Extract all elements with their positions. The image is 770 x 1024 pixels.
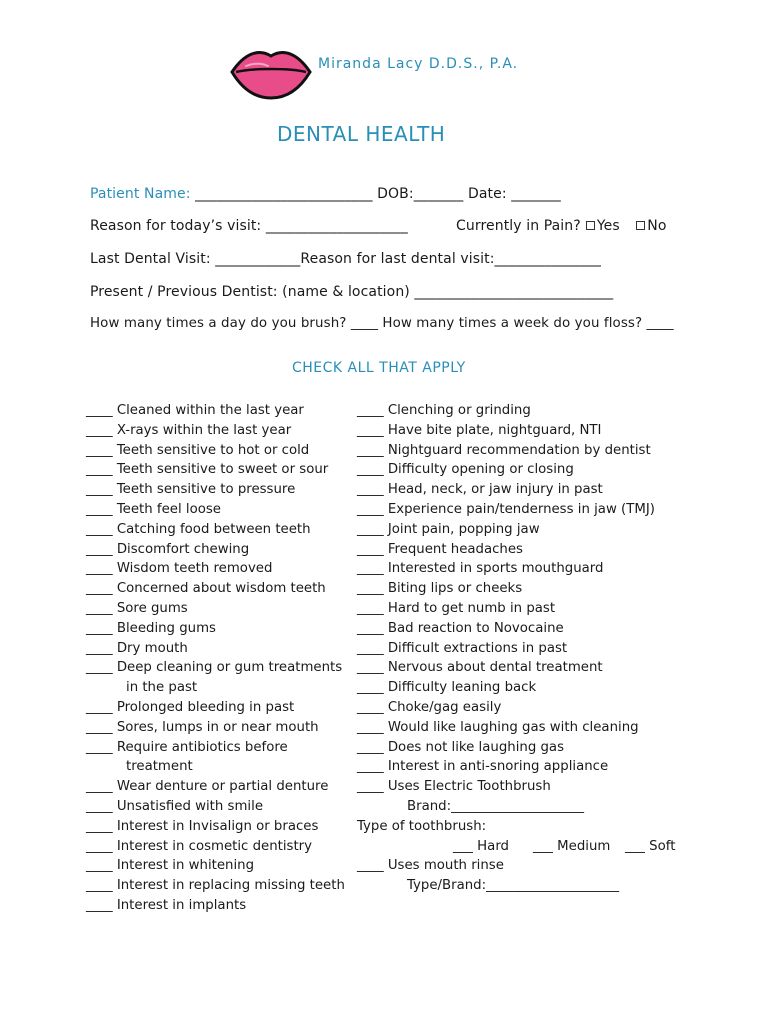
brand-field[interactable]: Brand:____________________	[407, 798, 585, 814]
floss-field[interactable]: ____	[646, 316, 674, 331]
reason-row	[90, 218, 408, 234]
check-all-heading: CHECK ALL THAT APPLY	[292, 360, 466, 376]
patient-row	[90, 186, 561, 202]
form-title: DENTAL HEALTH	[277, 122, 446, 146]
last-visit-field[interactable]: ____________	[215, 251, 301, 267]
dob-label: DOB:	[377, 186, 414, 202]
hygiene-row	[90, 316, 674, 331]
list-item[interactable]: ____ Interest in cosmetic dentistry	[86, 838, 313, 854]
date-label: Date:	[467, 186, 507, 202]
list-item[interactable]: ____ Joint pain, popping jaw	[357, 521, 540, 537]
list-item[interactable]: ____ Concerned about wisdom teeth	[86, 581, 326, 597]
list-item[interactable]: ____ Sore gums	[86, 600, 188, 616]
reason-label: Reason for today’s visit:	[90, 218, 262, 234]
pain-yes-label: Yes	[596, 218, 620, 234]
brush-hard-option[interactable]: ___ Hard	[453, 838, 509, 854]
list-item[interactable]: ____ Biting lips or cheeks	[357, 581, 523, 597]
lips-logo-icon	[230, 44, 312, 100]
last-visit-reason-field[interactable]: _______________	[494, 251, 602, 267]
list-item[interactable]: ____ Interest in anti-snoring appliance	[357, 759, 609, 775]
last-visit-label: Last Dental Visit:	[90, 251, 211, 267]
list-item[interactable]: ____ Require antibiotics before	[86, 739, 288, 755]
brush-soft-option[interactable]: ___ Soft	[625, 838, 676, 854]
toothbrush-type-options	[357, 837, 675, 857]
list-item[interactable]: ____ Difficult extractions in past	[357, 640, 568, 656]
list-item[interactable]: ____ Difficulty opening or closing	[357, 462, 574, 478]
dentist-label: Present / Previous Dentist: (name & location)	[90, 284, 410, 300]
pain-yes-checkbox[interactable]	[586, 221, 595, 230]
list-item[interactable]: ____ Would like laughing gas with cleaning	[357, 719, 639, 735]
patient-name-field[interactable]: _________________________	[195, 186, 373, 202]
toothbrush-type-label: Type of toothbrush:	[357, 818, 487, 834]
list-item[interactable]: ____ Difficulty leaning back	[357, 680, 537, 696]
brush-field[interactable]: ____	[350, 316, 379, 331]
list-item[interactable]: ____ Hard to get numb in past	[357, 600, 556, 616]
brush-label: How many times a day do you brush?	[90, 316, 347, 331]
list-item[interactable]: ____ Head, neck, or jaw injury in past	[357, 482, 603, 498]
list-item[interactable]: ____ Uses mouth rinse	[357, 858, 504, 874]
pain-row	[456, 218, 667, 234]
list-item[interactable]: ____ Experience pain/tenderness in jaw (TMJ)	[357, 501, 655, 517]
brush-medium-option[interactable]: ___ Medium	[533, 838, 611, 854]
list-item[interactable]: ____ Have bite plate, nightguard, NTI	[357, 422, 602, 438]
list-item[interactable]: ____ Interest in implants	[86, 897, 247, 913]
right-checklist	[357, 401, 675, 896]
list-item[interactable]: ____ Cleaned within the last year	[86, 403, 304, 418]
list-item[interactable]: ____ Choke/gag easily	[357, 699, 502, 715]
list-item[interactable]: ____ Prolonged bleeding in past	[86, 699, 295, 715]
dentist-row	[90, 284, 613, 300]
list-item[interactable]: ____ Bad reaction to Novocaine	[357, 620, 564, 636]
list-item[interactable]: ____ Wisdom teeth removed	[86, 561, 273, 577]
pain-no-checkbox[interactable]	[636, 221, 645, 230]
last-visit-reason-label: Reason for last dental visit:	[300, 251, 495, 267]
list-item[interactable]: ____ Interest in whitening	[86, 858, 255, 874]
list-item[interactable]: ____ Dry mouth	[86, 640, 188, 656]
list-item[interactable]: ____ Nervous about dental treatment	[357, 660, 603, 676]
list-item-continuation: treatment	[126, 759, 193, 775]
list-item[interactable]: ____ X-rays within the last year	[86, 422, 292, 438]
rinse-brand-field[interactable]: Type/Brand:____________________	[407, 878, 620, 894]
list-item[interactable]: ____ Teeth sensitive to hot or cold	[86, 442, 310, 458]
reason-field[interactable]: ____________________	[265, 218, 408, 234]
list-item[interactable]: ____ Uses Electric Toothbrush	[357, 779, 551, 795]
list-item[interactable]: ____ Discomfort chewing	[86, 541, 250, 557]
practice-name: Miranda Lacy D.D.S., P.A.	[318, 56, 519, 72]
date-field[interactable]: _______	[511, 186, 561, 202]
patient-name-label: Patient Name:	[90, 186, 191, 202]
left-checklist	[86, 401, 345, 916]
list-item[interactable]: ____ Interest in replacing missing teeth	[86, 878, 345, 894]
last-visit-row	[90, 251, 601, 267]
pain-no-label: No	[647, 218, 667, 234]
dentist-field[interactable]: ____________________________	[414, 284, 614, 300]
list-item[interactable]: ____ Bleeding gums	[86, 620, 216, 636]
list-item[interactable]: ____ Unsatisfied with smile	[86, 798, 264, 814]
list-item[interactable]: ____ Frequent headaches	[357, 541, 523, 557]
list-item[interactable]: ____ Teeth feel loose	[86, 501, 221, 517]
list-item[interactable]: ____ Sores, lumps in or near mouth	[86, 719, 319, 735]
list-item[interactable]: ____ Nightguard recommendation by dentist	[357, 442, 651, 458]
list-item[interactable]: ____ Does not like laughing gas	[357, 739, 564, 755]
list-item[interactable]: ____ Deep cleaning or gum treatments	[86, 660, 343, 676]
pain-label: Currently in Pain?	[456, 218, 581, 234]
list-item[interactable]: ____ Wear denture or partial denture	[86, 779, 329, 795]
dob-field[interactable]: _______	[413, 186, 464, 202]
list-item[interactable]: ____ Clenching or grinding	[357, 403, 531, 418]
list-item[interactable]: ____ Teeth sensitive to pressure	[86, 482, 296, 498]
list-item[interactable]: ____ Interested in sports mouthguard	[357, 561, 604, 577]
list-item-continuation: in the past	[126, 680, 198, 696]
list-item[interactable]: ____ Interest in Invisalign or braces	[86, 818, 319, 834]
floss-label: How many times a week do you floss?	[382, 316, 643, 331]
list-item[interactable]: ____ Teeth sensitive to sweet or sour	[86, 462, 329, 478]
list-item[interactable]: ____ Catching food between teeth	[86, 521, 311, 537]
